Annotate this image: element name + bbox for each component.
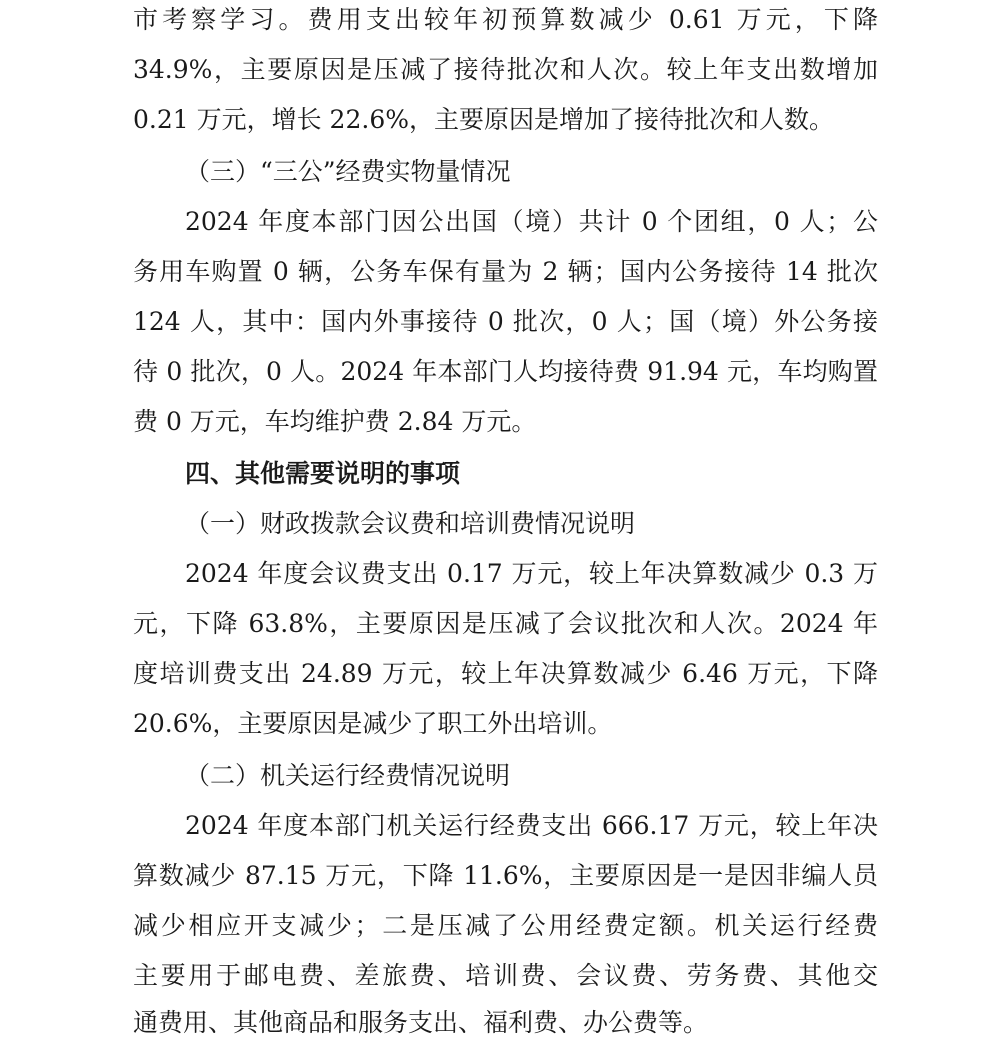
body-text-line: 主要用于邮电费、差旅费、培训费、会议费、劳务费、其他交 <box>133 961 878 990</box>
body-text-line: 元，下降 63.8%，主要原因是压减了会议批次和人次。2024 年 <box>133 609 878 638</box>
body-text-line: 20.6%，主要原因是减少了职工外出培训。 <box>133 709 613 738</box>
body-text-line: 通费用、其他商品和服务支出、福利费、办公费等。 <box>133 1008 709 1037</box>
body-text-line: 2024 年度本部门机关运行经费支出 666.17 万元，较上年决 <box>185 811 878 840</box>
body-text-line: 0.21 万元，增长 22.6%，主要原因是增加了接待批次和人数。 <box>133 105 834 134</box>
body-text-line: 算数减少 87.15 万元，下降 11.6%，主要原因是一是因非编人员 <box>133 861 878 890</box>
subsection-heading: （三）“三公”经费实物量情况 <box>185 157 511 186</box>
body-text-line: 124 人，其中：国内外事接待 0 批次，0 人；国（境）外公务接 <box>133 307 878 336</box>
section-heading: 四、其他需要说明的事项 <box>185 459 461 488</box>
body-text-line: 2024 年度会议费支出 0.17 万元，较上年决算数减少 0.3 万 <box>185 559 878 588</box>
body-text-line: 度培训费支出 24.89 万元，较上年决算数减少 6.46 万元，下降 <box>133 659 878 688</box>
body-text-line: 减少相应开支减少；二是压减了公用经费定额。机关运行经费 <box>133 911 878 940</box>
body-text-line: 费 0 万元，车均维护费 2.84 万元。 <box>133 407 537 436</box>
body-text-line: 务用车购置 0 辆，公务车保有量为 2 辆；国内公务接待 14 批次 <box>133 257 878 286</box>
subsection-heading: （二）机关运行经费情况说明 <box>185 761 511 790</box>
body-text-line: 市考察学习。费用支出较年初预算数减少 0.61 万元，下降 <box>133 5 878 34</box>
body-text-line: 2024 年度本部门因公出国（境）共计 0 个团组，0 人；公 <box>185 207 878 236</box>
subsection-heading: （一）财政拨款会议费和培训费情况说明 <box>185 509 636 538</box>
body-text-line: 34.9%，主要原因是压减了接待批次和人次。较上年支出数增加 <box>133 55 878 84</box>
body-text-line: 待 0 批次，0 人。2024 年本部门人均接待费 91.94 元，车均购置 <box>133 357 878 386</box>
